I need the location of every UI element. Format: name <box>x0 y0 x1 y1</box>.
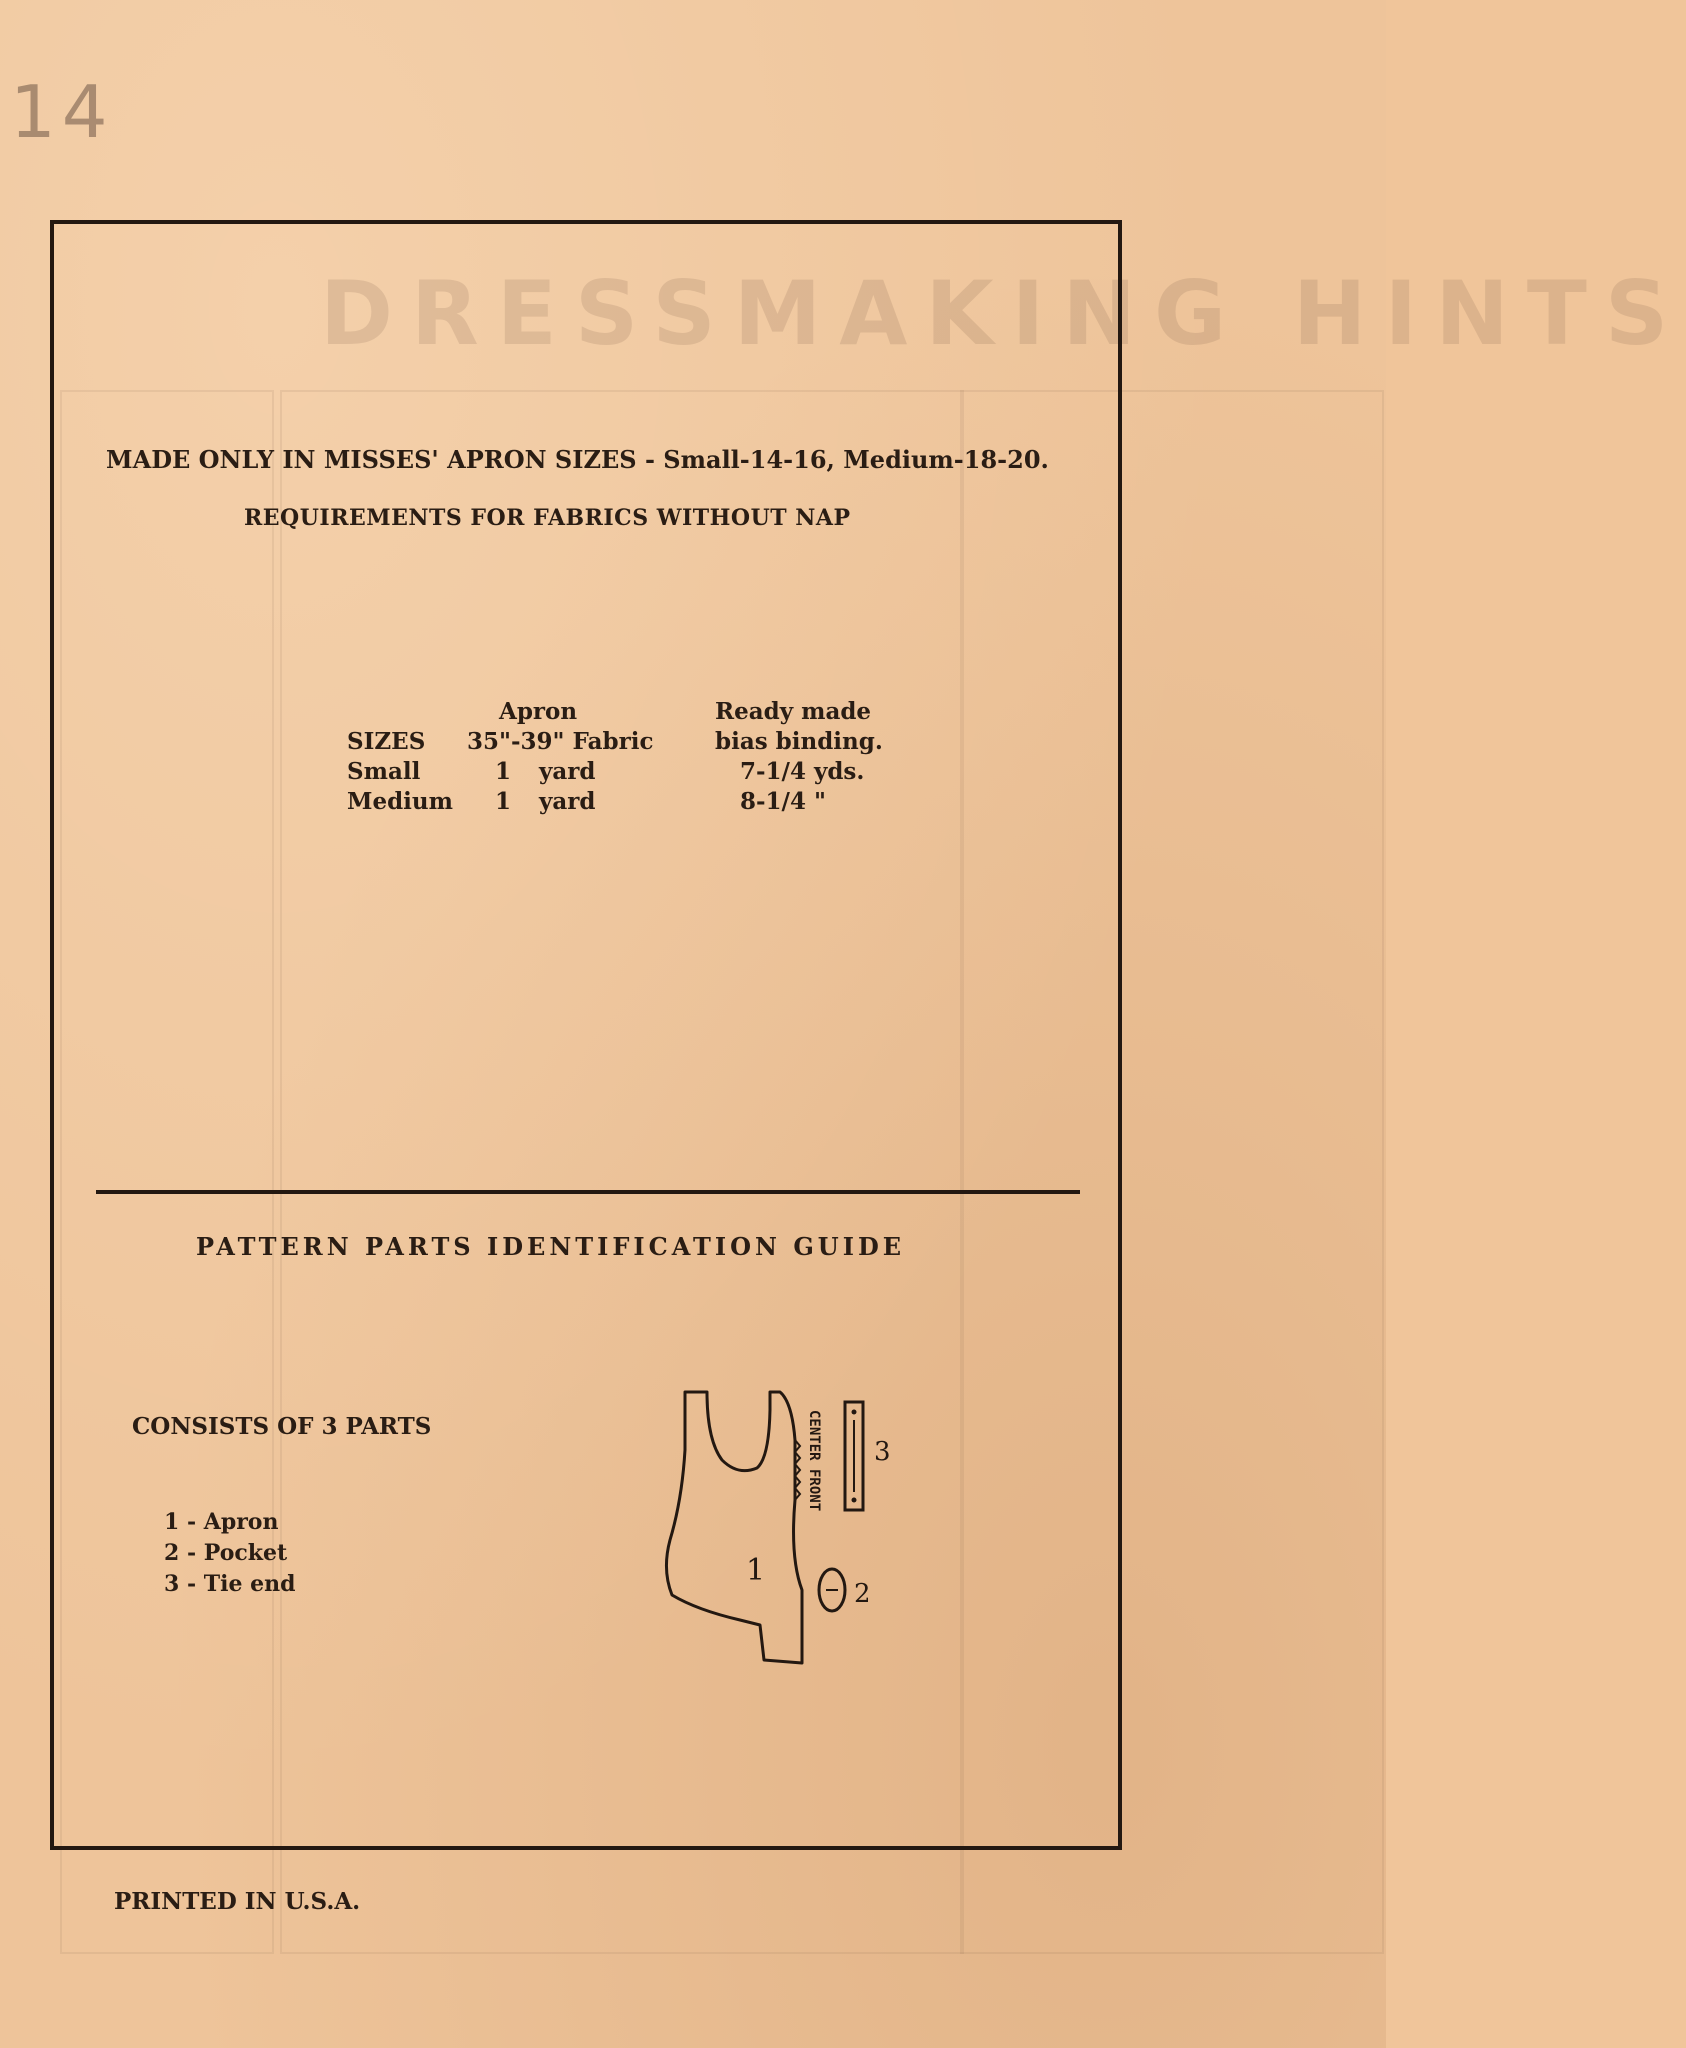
binding-header-1: Ready made <box>715 698 872 725</box>
row-unit: yard <box>539 788 596 815</box>
row-unit: yard <box>539 758 596 785</box>
fabric-header-1: Apron <box>499 698 578 725</box>
row-size: Medium <box>347 788 453 815</box>
part-tie-end: 3 - Tie end <box>164 1571 296 1597</box>
row-qty: 1 <box>495 758 512 785</box>
parts-count: CONSISTS OF 3 PARTS <box>132 1413 432 1440</box>
fabric-header-2: 35"-39" Fabric <box>467 728 654 755</box>
row-size: Small <box>347 758 421 785</box>
part-apron: 1 - Apron <box>164 1509 279 1535</box>
apron-piece-outline <box>666 1392 802 1663</box>
center-front-label: CENTER FRONT <box>806 1410 822 1512</box>
requirements-title: REQUIREMENTS FOR FABRICS WITHOUT NAP <box>244 505 851 531</box>
guide-title: PATTERN PARTS IDENTIFICATION GUIDE <box>196 1232 906 1261</box>
pattern-parts-diagram <box>652 1380 912 1680</box>
row-binding: 7-1/4 yds. <box>740 758 865 785</box>
piece-number-1: 1 <box>746 1553 766 1588</box>
sizes-header: SIZES <box>347 728 426 755</box>
parts-list <box>164 1507 296 1600</box>
section-divider <box>96 1190 1080 1194</box>
row-qty: 1 <box>495 788 512 815</box>
row-binding: 8-1/4 " <box>740 788 826 815</box>
piece-number-2: 2 <box>854 1579 871 1609</box>
piece-number-3: 3 <box>874 1437 891 1467</box>
binding-header-2: bias binding. <box>715 728 883 755</box>
bleed-through-heading: DRESSMAKING HINTS <box>320 262 1686 365</box>
sizes-statement: MADE ONLY IN MISSES' APRON SIZES - Small-14-16, Medium-18-20. <box>106 445 1049 474</box>
handwritten-number: 14 <box>10 70 114 154</box>
printed-in-usa: PRINTED IN U.S.A. <box>114 1888 361 1915</box>
part-pocket: 2 - Pocket <box>164 1540 288 1566</box>
